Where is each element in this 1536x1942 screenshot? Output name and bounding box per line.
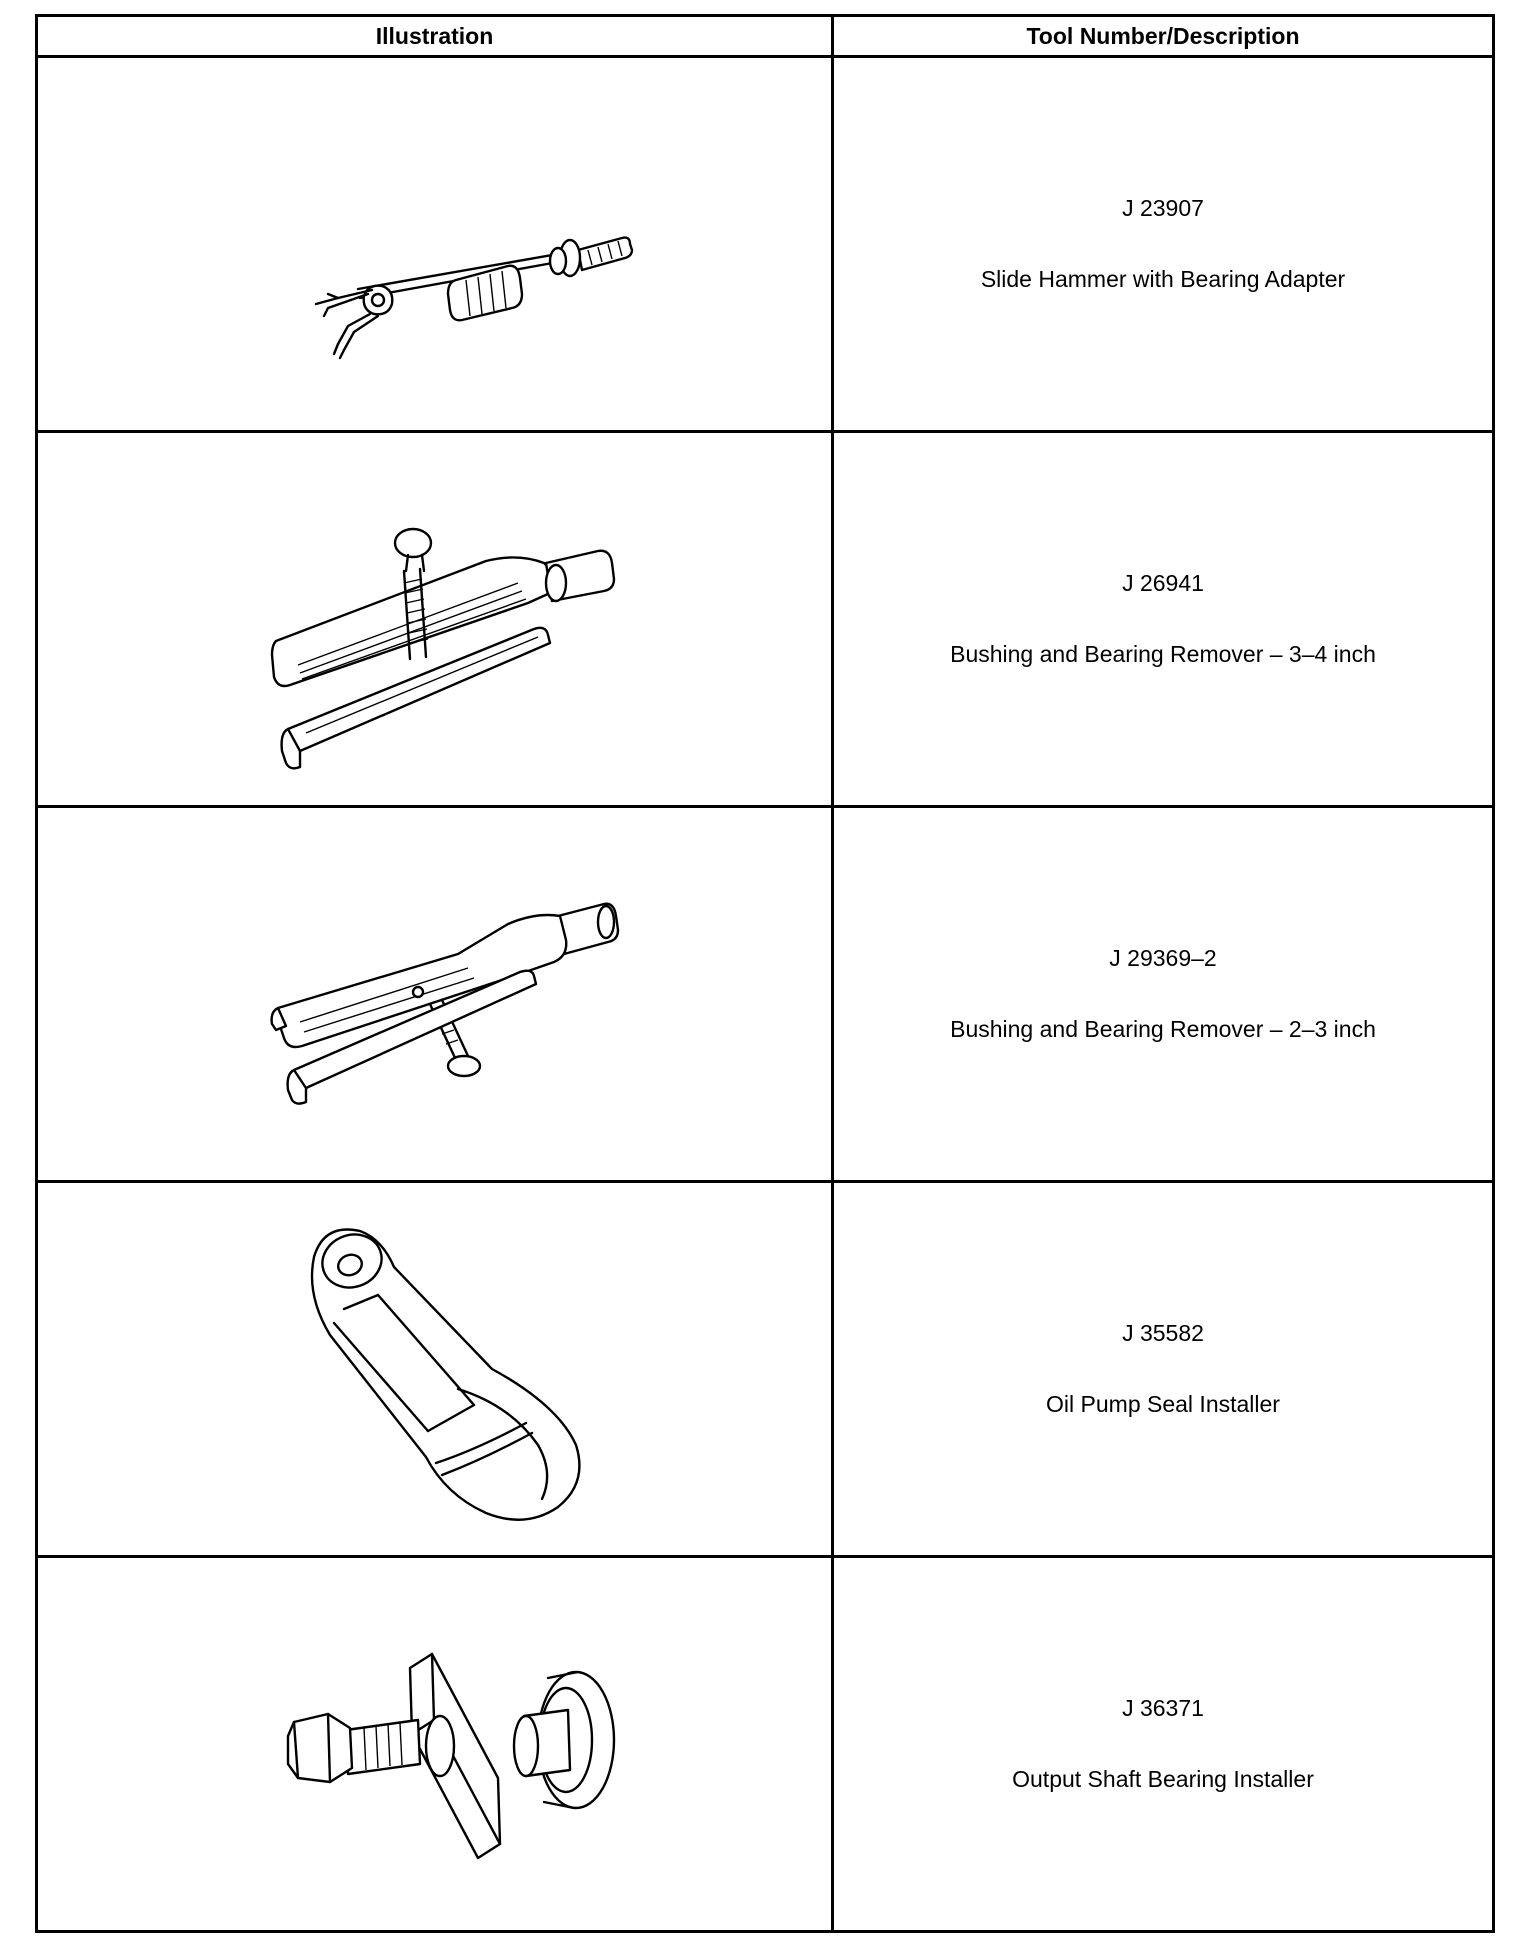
bushing-remover-large-icon: [38, 433, 834, 805]
special-tools-table: [35, 14, 1495, 1933]
tool-description: Output Shaft Bearing Installer: [1012, 1766, 1314, 1792]
tool-number: J 26941: [1122, 570, 1204, 596]
tool-description: Bushing and Bearing Remover – 3–4 inch: [950, 641, 1376, 667]
table-row: [37, 57, 1494, 432]
table-row: [37, 1557, 1494, 1932]
description-cell: [833, 807, 1494, 1182]
tool-description: Slide Hammer with Bearing Adapter: [980, 266, 1346, 292]
slide-hammer-icon: [38, 58, 834, 430]
description-cell: [833, 57, 1494, 432]
tool-number: J 23907: [1122, 195, 1204, 221]
tool-description: Bushing and Bearing Remover – 2–3 inch: [950, 1016, 1376, 1042]
description-cell: [833, 1182, 1494, 1557]
bushing-remover-small-icon: [38, 808, 834, 1180]
table-row: [37, 432, 1494, 807]
illustration-cell: [37, 1182, 833, 1557]
table-row: [37, 807, 1494, 1182]
illustration-header: Illustration: [37, 16, 833, 57]
tool-header: Tool Number/Description: [833, 16, 1494, 57]
seal-installer-icon: [38, 1183, 834, 1555]
description-cell: [833, 1557, 1494, 1932]
illustration-cell: [37, 807, 833, 1182]
tool-number: J 36371: [1122, 1695, 1204, 1721]
illustration-cell: [37, 1557, 833, 1932]
table-row: [37, 1182, 1494, 1557]
description-cell: [833, 432, 1494, 807]
illustration-cell: [37, 432, 833, 807]
bearing-installer-icon: [38, 1558, 834, 1930]
tool-number: J 35582: [1122, 1320, 1204, 1346]
tool-number: J 29369–2: [1109, 945, 1217, 971]
tool-description: Oil Pump Seal Installer: [1046, 1391, 1280, 1417]
header-row: [37, 16, 1494, 57]
illustration-cell: [37, 57, 833, 432]
